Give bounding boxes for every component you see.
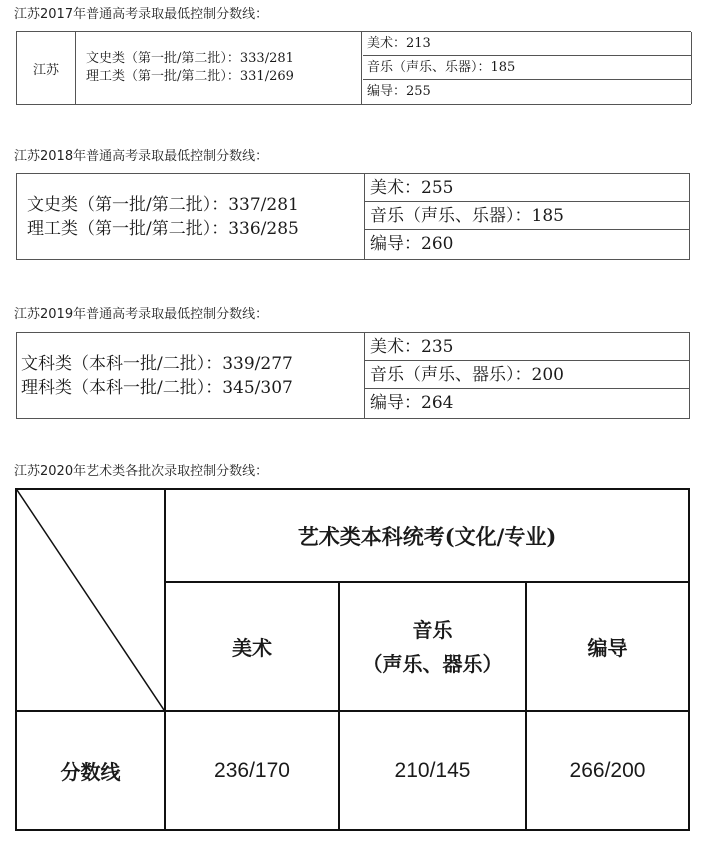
value-fine-arts: 236/170 xyxy=(166,712,340,829)
art-line-directing: 编导：260 xyxy=(370,234,454,254)
art-line-directing: 编导：255 xyxy=(367,84,431,99)
arts-cell xyxy=(363,32,692,104)
header-art-undergrad: 艺术类本科统考(文化/专业) xyxy=(166,490,688,583)
col-header-directing: 编导 xyxy=(527,583,688,712)
art-line-music: 音乐（声乐、乐器）：185 xyxy=(363,56,691,80)
caption-2020: 江苏2020年艺术类各批次录取控制分数线： xyxy=(14,464,269,479)
batch-lines-cell xyxy=(17,174,365,259)
province-cell: 江苏 xyxy=(17,32,76,104)
art-line-fine-arts: 美术：213 xyxy=(363,32,691,56)
line-wenshi: 文史类（第一批/第二批）：333/281 xyxy=(86,51,294,66)
table-2019 xyxy=(16,332,690,419)
table-2017 xyxy=(16,31,691,105)
art-line-music: 音乐（声乐、器乐）：200 xyxy=(365,361,689,389)
diagonal-line xyxy=(17,490,164,710)
row-label-score-line: 分数线 xyxy=(17,712,166,829)
caption-2019: 江苏2019年普通高考录取最低控制分数线： xyxy=(14,307,269,322)
line-ligong: 理工类（第一批/第二批）：336/285 xyxy=(27,218,299,239)
art-line-music: 音乐（声乐、乐器）：185 xyxy=(365,202,689,230)
table-2020 xyxy=(15,488,690,831)
caption-2017: 江苏2017年普通高考录取最低控制分数线： xyxy=(14,7,269,22)
line-wenshi: 文史类（第一批/第二批）：337/281 xyxy=(27,194,299,215)
line-like: 理科类（本科一批/二批）：345/307 xyxy=(21,377,293,398)
value-directing: 266/200 xyxy=(569,758,646,782)
table-2018 xyxy=(16,173,690,260)
batch-lines-cell xyxy=(17,333,365,418)
arts-cell xyxy=(365,174,689,259)
value-music: 210/145 xyxy=(340,712,527,829)
col-header-music-line1: 音乐 xyxy=(412,617,453,642)
arts-cell xyxy=(365,333,689,418)
art-line-fine-arts: 美术：235 xyxy=(365,333,689,361)
line-wenke: 文科类（本科一批/二批）：339/277 xyxy=(21,353,293,374)
diagonal-header-cell xyxy=(17,490,166,712)
col-header-music-line2: （声乐、器乐） xyxy=(362,651,503,676)
caption-2018: 江苏2018年普通高考录取最低控制分数线： xyxy=(14,149,269,164)
line-ligong: 理工类（第一批/第二批）：331/269 xyxy=(86,69,294,84)
col-header-music xyxy=(340,583,527,712)
art-line-directing: 编导：264 xyxy=(370,393,454,413)
col-header-fine-arts: 美术 xyxy=(166,583,340,712)
art-line-fine-arts: 美术：255 xyxy=(365,174,689,202)
batch-lines-cell xyxy=(76,32,362,104)
